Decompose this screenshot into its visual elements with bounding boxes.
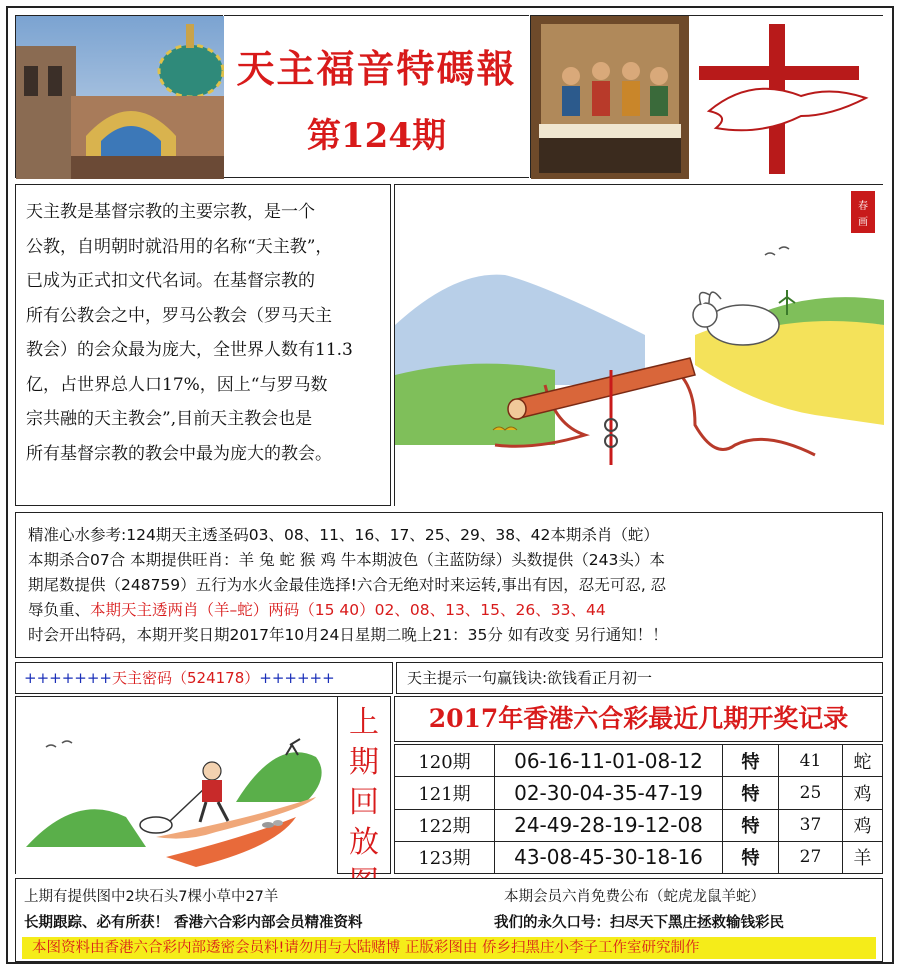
- replay-char: 放: [349, 825, 379, 860]
- svg-text:春: 春: [858, 201, 868, 212]
- secret-code: 天主密码（524178）: [111, 669, 260, 687]
- tip-bar: 天主提示一句赢钱诀:欲钱看正月初一: [396, 662, 883, 694]
- special-label-cell: 特: [723, 841, 779, 873]
- zodiac-cell: 鸡: [843, 777, 883, 809]
- footer-member-zodiac: 本期会员六肖免费公布（蛇虎龙鼠羊蛇）: [504, 889, 765, 905]
- intro-line: 宗共融的天主教会”,目前天主教会也是: [26, 409, 313, 429]
- svg-text:画: 画: [858, 217, 868, 228]
- draw-records-table: [394, 744, 883, 874]
- reference-line: 时会开出特码，本期开奖日期2017年10月24日星期二晚上21：35分 如有改变 另行通知！！: [28, 626, 668, 644]
- religious-images: [530, 15, 883, 178]
- special-number-cell: 27: [779, 841, 843, 873]
- replay-char: 期: [349, 745, 379, 780]
- draw-records-title: 2017年香港六合彩最近几期开奖记录: [394, 696, 883, 742]
- title-panel: [224, 15, 529, 178]
- zodiac-cell: 蛇: [843, 745, 883, 777]
- reference-line-prefix: 辱负重、: [28, 601, 91, 619]
- church-photo: [15, 15, 223, 178]
- special-number-cell: 37: [779, 809, 843, 841]
- issue-cell: 120期: [395, 745, 495, 777]
- table-row: [395, 777, 883, 809]
- reference-line: 期尾数提供（248759）五行为水火金最佳选择!六合无绝对时来运转,事出有因，忍无可忍, 忍: [28, 576, 667, 594]
- intro-line: 公教，自明朝时就沿用的名称“天主教”，: [26, 236, 333, 257]
- reference-line: 精准心水参考:124期天主透圣码03、08、11、16、17、25、29、38、42本期杀肖（蛇）: [28, 526, 659, 544]
- disclaimer-banner: 本图资料由香港六合彩内部透密会员料!请勿用与大陆赌博 正版彩图由 侨乡扫黑庄小李子工作室研究制作: [22, 937, 876, 959]
- footer-slogan-left: 长期跟踪、必有所获！ 香港六合彩内部会员精准资料: [24, 915, 363, 931]
- table-row: [395, 745, 883, 777]
- highlight-numbers: 本期天主透两肖（羊–蛇）两码（15 40）02、08、13、15、26、33、44: [90, 601, 606, 619]
- footer: [15, 878, 883, 962]
- footer-slogan-right: 我们的永久口号：扫尽天下黑庄拯救输钱彩民: [494, 915, 784, 931]
- intro-line: 所有公教会之中，罗马公教会（罗马天主: [26, 305, 332, 326]
- reference-line: 本期杀合07合 本期提供旺肖：羊 兔 蛇 猴 鸡 牛本期波色（主蓝防绿）头数提供（243头）本: [28, 551, 665, 569]
- secret-prefix: +++++++: [24, 669, 112, 687]
- last-issue-illustration: [15, 696, 337, 874]
- secret-code-bar: [15, 662, 393, 694]
- intro-line: 教会）的会众最为庞大，全世界人数有11.3: [26, 340, 353, 360]
- special-label-cell: 特: [723, 809, 779, 841]
- replay-char: 回: [349, 785, 379, 820]
- numbers-cell: 43-08-45-30-18-16: [495, 841, 723, 873]
- reference-line: [28, 598, 870, 623]
- special-number-cell: 25: [779, 777, 843, 809]
- replay-char: 上: [349, 705, 379, 740]
- numbers-cell: 06-16-11-01-08-12: [495, 745, 723, 777]
- secret-suffix: ++++++: [259, 669, 335, 687]
- publication-title: 天主福音特碼報: [236, 46, 517, 91]
- rabbit-bridge-illustration: [394, 184, 883, 506]
- last-issue-replay-label: [337, 696, 391, 874]
- zodiac-cell: 鸡: [843, 809, 883, 841]
- table-row: [395, 809, 883, 841]
- issue-number: 第124期: [307, 116, 446, 156]
- intro-line: 亿，占世界总人口17%，因上“与罗马数: [26, 374, 328, 395]
- numbers-cell: 24-49-28-19-12-08: [495, 809, 723, 841]
- intro-text: [15, 184, 391, 506]
- issue-cell: 122期: [395, 809, 495, 841]
- special-label-cell: 特: [723, 777, 779, 809]
- reference-section: [15, 512, 883, 658]
- table-row: [395, 841, 883, 873]
- intro-line: 已成为正式扣文代名词。在基督宗教的: [26, 271, 315, 291]
- intro-line: 所有基督宗教的教会中最为庞大的教会。: [26, 443, 332, 464]
- special-label-cell: 特: [723, 745, 779, 777]
- issue-cell: 123期: [395, 841, 495, 873]
- issue-cell: 121期: [395, 777, 495, 809]
- numbers-cell: 02-30-04-35-47-19: [495, 777, 723, 809]
- special-number-cell: 41: [779, 745, 843, 777]
- footer-hint: 上期有提供图中2块石头7棵小草中27羊: [24, 889, 279, 905]
- intro-line: 天主教是基督宗教的主要宗教，是一个: [26, 202, 315, 222]
- zodiac-cell: 羊: [843, 841, 883, 873]
